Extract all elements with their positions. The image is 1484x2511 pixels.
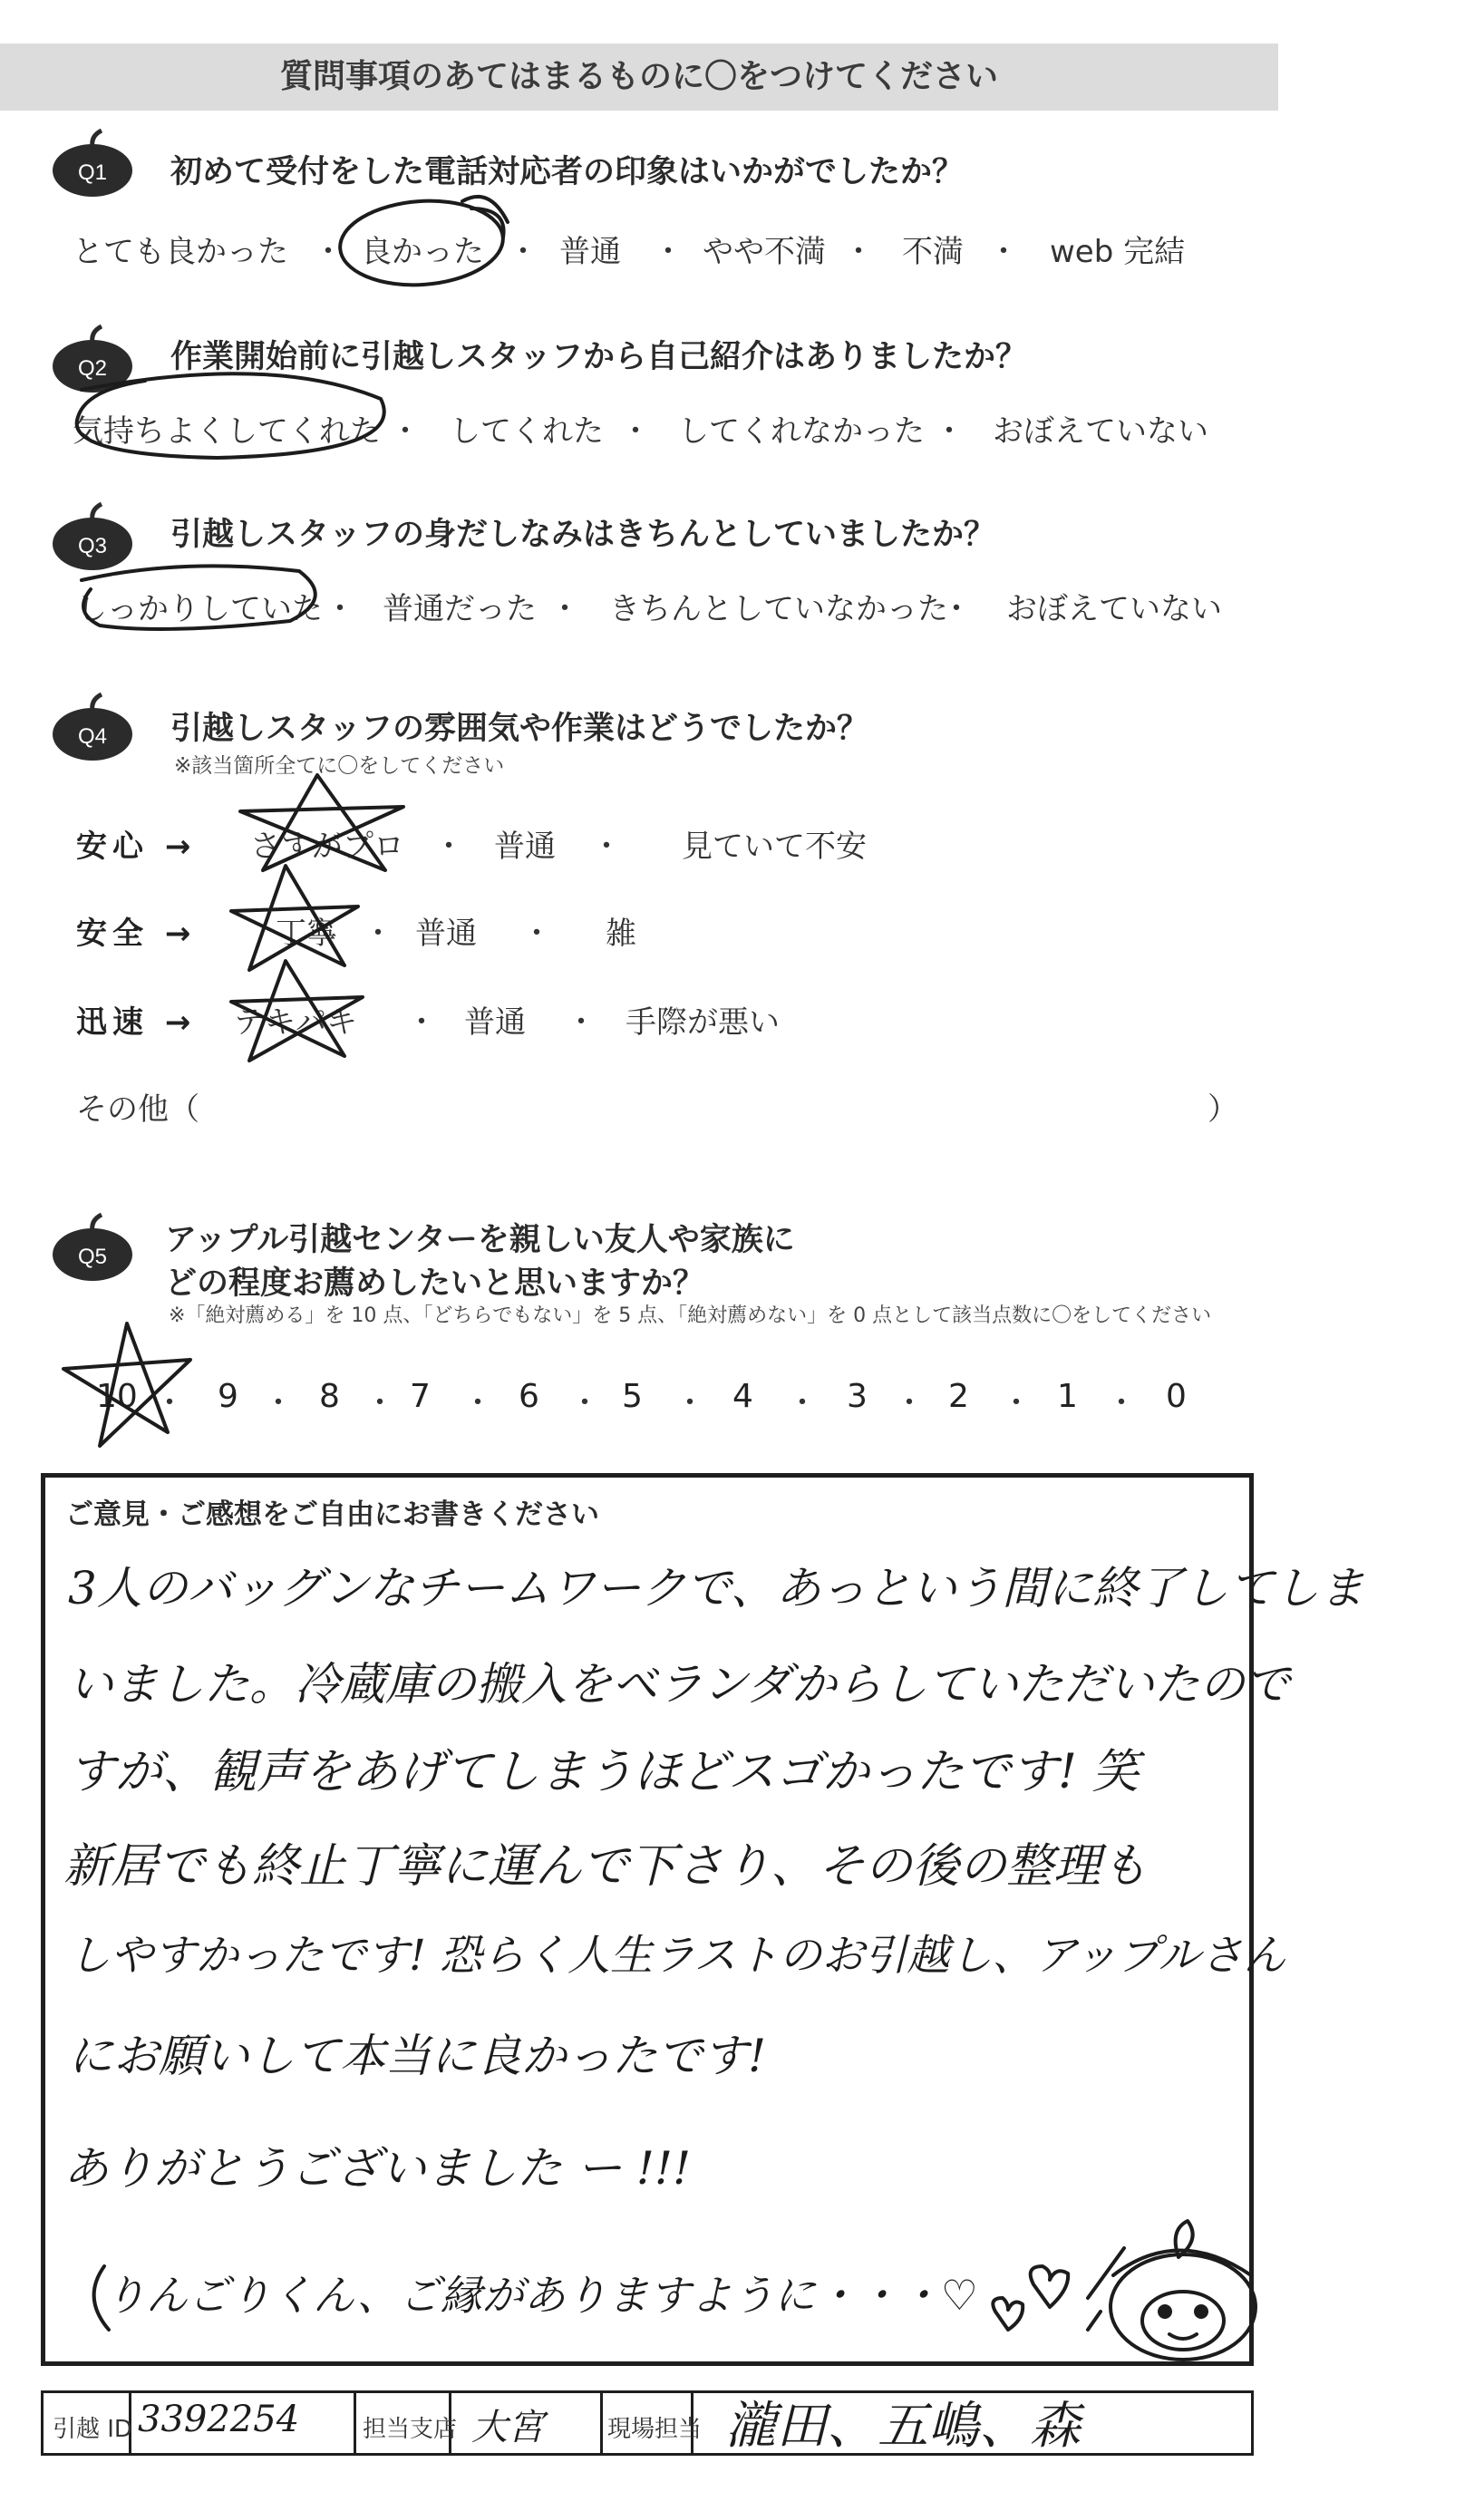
q3-text: 引越しスタッフの身だしなみはきちんとしていましたか？ — [170, 517, 996, 553]
separator-dot: ・ — [843, 234, 874, 270]
q5-text-line2: どの程度お薦めしたいと思いますか？ — [165, 1265, 705, 1302]
separator-dot: ・ — [620, 413, 651, 450]
score-1[interactable]: 1 — [1057, 1378, 1078, 1415]
move-id-value: 3392254 — [138, 2399, 300, 2440]
badge-q5-label: Q5 — [77, 1245, 108, 1269]
heart-doodle-1 — [1031, 2266, 1069, 2307]
heart-doodle-2 — [993, 2298, 1023, 2330]
star-mark-jinsoku — [231, 961, 363, 1061]
q1-option-1[interactable]: とても良かった — [73, 234, 288, 270]
separator-dot: ・ — [313, 234, 344, 270]
q1-text: 初めて受付をした電話対応者の印象はいかがでしたか？ — [170, 154, 965, 190]
circle-mark-q2 — [77, 373, 384, 458]
q2-option-3[interactable]: してくれなかった — [678, 413, 925, 450]
branch-value: 大宮 — [471, 2407, 544, 2448]
q4-anshin-option-1[interactable]: さすがプロ — [250, 829, 404, 865]
q4-row-label-jinsoku: 迅速 → — [76, 1004, 197, 1041]
q5-text-line1: アップル引越センターを親しい友人や家族に — [165, 1222, 795, 1258]
comment-line-1: 3人のバッグンなチームワークで、あっという間に終了してしま — [68, 1562, 1365, 1614]
line-doodle — [1088, 2248, 1124, 2330]
branch-label: 担当支店 — [363, 2416, 458, 2443]
q4-jinsoku-option-2[interactable]: 普通 — [464, 1004, 526, 1041]
separator-dot: ・ — [569, 1385, 600, 1421]
q4-note: ※該当箇所全てに〇をしてください — [174, 754, 505, 778]
separator-dot: ・ — [894, 1385, 925, 1421]
separator-dot: ・ — [364, 1385, 395, 1421]
separator-dot: ・ — [941, 591, 972, 627]
score-4[interactable]: 4 — [732, 1378, 753, 1415]
comment-line-5: しやすかったです! 恐らく人生ラストのお引越し、アップルさん — [68, 1931, 1286, 1981]
apple-mascot-face — [1142, 2292, 1224, 2350]
q4-other-label: その他（ — [76, 1091, 199, 1128]
q4-text: 引越しスタッフの雰囲気や作業はどうでしたか？ — [170, 711, 869, 747]
separator-dot: ・ — [787, 1385, 818, 1421]
page-title: 質問事項のあてはまるものに〇をつけてください — [279, 58, 998, 95]
q5-note: ※「絶対薦める」を 10 点、「どちらでもない」を 5 点、「絶対薦めない」を 0 点として該当点数に〇をしてください — [169, 1304, 1212, 1327]
q4-anzen-option-3[interactable]: 雑 — [606, 916, 636, 952]
q4-row-label-anshin: 安心 → — [76, 829, 197, 865]
q2-text: 作業開始前に引越しスタッフから自己紹介はありましたか？ — [170, 339, 1028, 375]
score-3[interactable]: 3 — [847, 1378, 868, 1415]
star-mark-score — [63, 1323, 190, 1446]
move-id-label: 引越 ID — [53, 2416, 132, 2443]
separator-dot: ・ — [263, 1385, 294, 1421]
circle-mark-q3 — [82, 566, 315, 629]
badge-q3-label: Q3 — [77, 534, 108, 558]
q1-option-4[interactable]: やや不満 — [703, 234, 826, 270]
q1-option-3[interactable]: 普通 — [559, 234, 621, 270]
q4-row-label-anzen: 安全 → — [76, 916, 197, 952]
score-8[interactable]: 8 — [319, 1378, 340, 1415]
staff-label: 現場担当 — [607, 2416, 703, 2443]
separator-dot: ・ — [325, 591, 355, 627]
q1-option-2[interactable]: 良かった — [361, 234, 484, 270]
separator-dot: ・ — [1001, 1385, 1032, 1421]
q3-option-2[interactable]: 普通だった — [383, 591, 537, 627]
q4-anzen-option-1[interactable]: 丁寧 — [276, 916, 337, 952]
score-10[interactable]: 10 — [96, 1378, 138, 1415]
separator-dot: ・ — [433, 829, 464, 865]
score-5[interactable]: 5 — [622, 1378, 643, 1415]
apple-mascot-head — [1111, 2254, 1256, 2360]
comment-line-3: すが、観声をあげてしまうほどスゴかったです! 笑 — [68, 1745, 1140, 1799]
q4-jinsoku-option-1[interactable]: テキパキ — [234, 1004, 357, 1041]
star-mark-anshin — [240, 775, 403, 870]
apple-mascot-eye-right — [1196, 2306, 1207, 2317]
score-2[interactable]: 2 — [948, 1378, 969, 1415]
score-0[interactable]: 0 — [1166, 1378, 1187, 1415]
q4-anshin-option-3[interactable]: 見ていて不安 — [682, 829, 867, 865]
separator-dot: ・ — [508, 234, 538, 270]
staff-value: 瀧田、五嶋、森 — [725, 2397, 1081, 2456]
separator-dot: ・ — [988, 234, 1019, 270]
separator-dot: ・ — [390, 413, 421, 450]
q4-anshin-option-2[interactable]: 普通 — [494, 829, 556, 865]
comment-box-title: ご意見・ご感想をご自由にお書きください — [65, 1498, 599, 1531]
badge-q1-label: Q1 — [77, 160, 108, 185]
separator-dot: ・ — [566, 1004, 597, 1041]
separator-dot: ・ — [674, 1385, 705, 1421]
open-paren-doodle — [94, 2266, 109, 2330]
score-6[interactable]: 6 — [519, 1378, 539, 1415]
separator-dot: ・ — [521, 916, 552, 952]
separator-dot: ・ — [406, 1004, 437, 1041]
separator-dot: ・ — [363, 916, 393, 952]
separator-dot: ・ — [934, 413, 965, 450]
badge-q2-label: Q2 — [77, 356, 108, 381]
q3-option-4[interactable]: おぼえていない — [1006, 591, 1222, 627]
q1-option-6[interactable]: web 完結 — [1050, 234, 1186, 270]
comment-line-7: ありがとうございました ー !!! — [63, 2142, 692, 2195]
q4-jinsoku-option-3[interactable]: 手際が悪い — [626, 1004, 780, 1041]
q3-option-1[interactable]: しっかりしていた — [76, 591, 323, 627]
separator-dot: ・ — [1106, 1385, 1137, 1421]
separator-dot: ・ — [154, 1385, 185, 1421]
comment-line-4: 新居でも終止丁寧に運んで下さり、その後の整理も — [63, 1839, 1149, 1894]
separator-dot: ・ — [549, 591, 580, 627]
score-9[interactable]: 9 — [218, 1378, 238, 1415]
comment-line-8: りんごりくん、ご縁がありますように・・・♡ — [104, 2271, 978, 2320]
q3-option-3[interactable]: きちんとしていなかった — [609, 591, 948, 627]
q4-other-close: ） — [1208, 1091, 1238, 1128]
badge-q4-label: Q4 — [77, 724, 108, 749]
separator-dot: ・ — [462, 1385, 493, 1421]
q2-option-4[interactable]: おぼえていない — [993, 413, 1208, 450]
comment-line-2: いました。冷蔵庫の搬入をベランダからしていただいたので — [68, 1658, 1290, 1711]
q4-anzen-option-2[interactable]: 普通 — [415, 916, 477, 952]
separator-dot: ・ — [591, 829, 622, 865]
apple-mascot-eye-left — [1159, 2306, 1170, 2317]
q2-option-2[interactable]: してくれた — [450, 413, 604, 450]
star-mark-anzen — [231, 866, 358, 970]
score-7[interactable]: 7 — [410, 1378, 431, 1415]
q1-option-5[interactable]: 不満 — [902, 234, 964, 270]
separator-dot: ・ — [653, 234, 684, 270]
q2-option-1[interactable]: 気持ちよくしてくれた — [73, 413, 381, 450]
comment-line-6: にお願いして本当に良かったです! — [68, 2030, 767, 2082]
apple-mascot-mouth — [1169, 2334, 1197, 2339]
